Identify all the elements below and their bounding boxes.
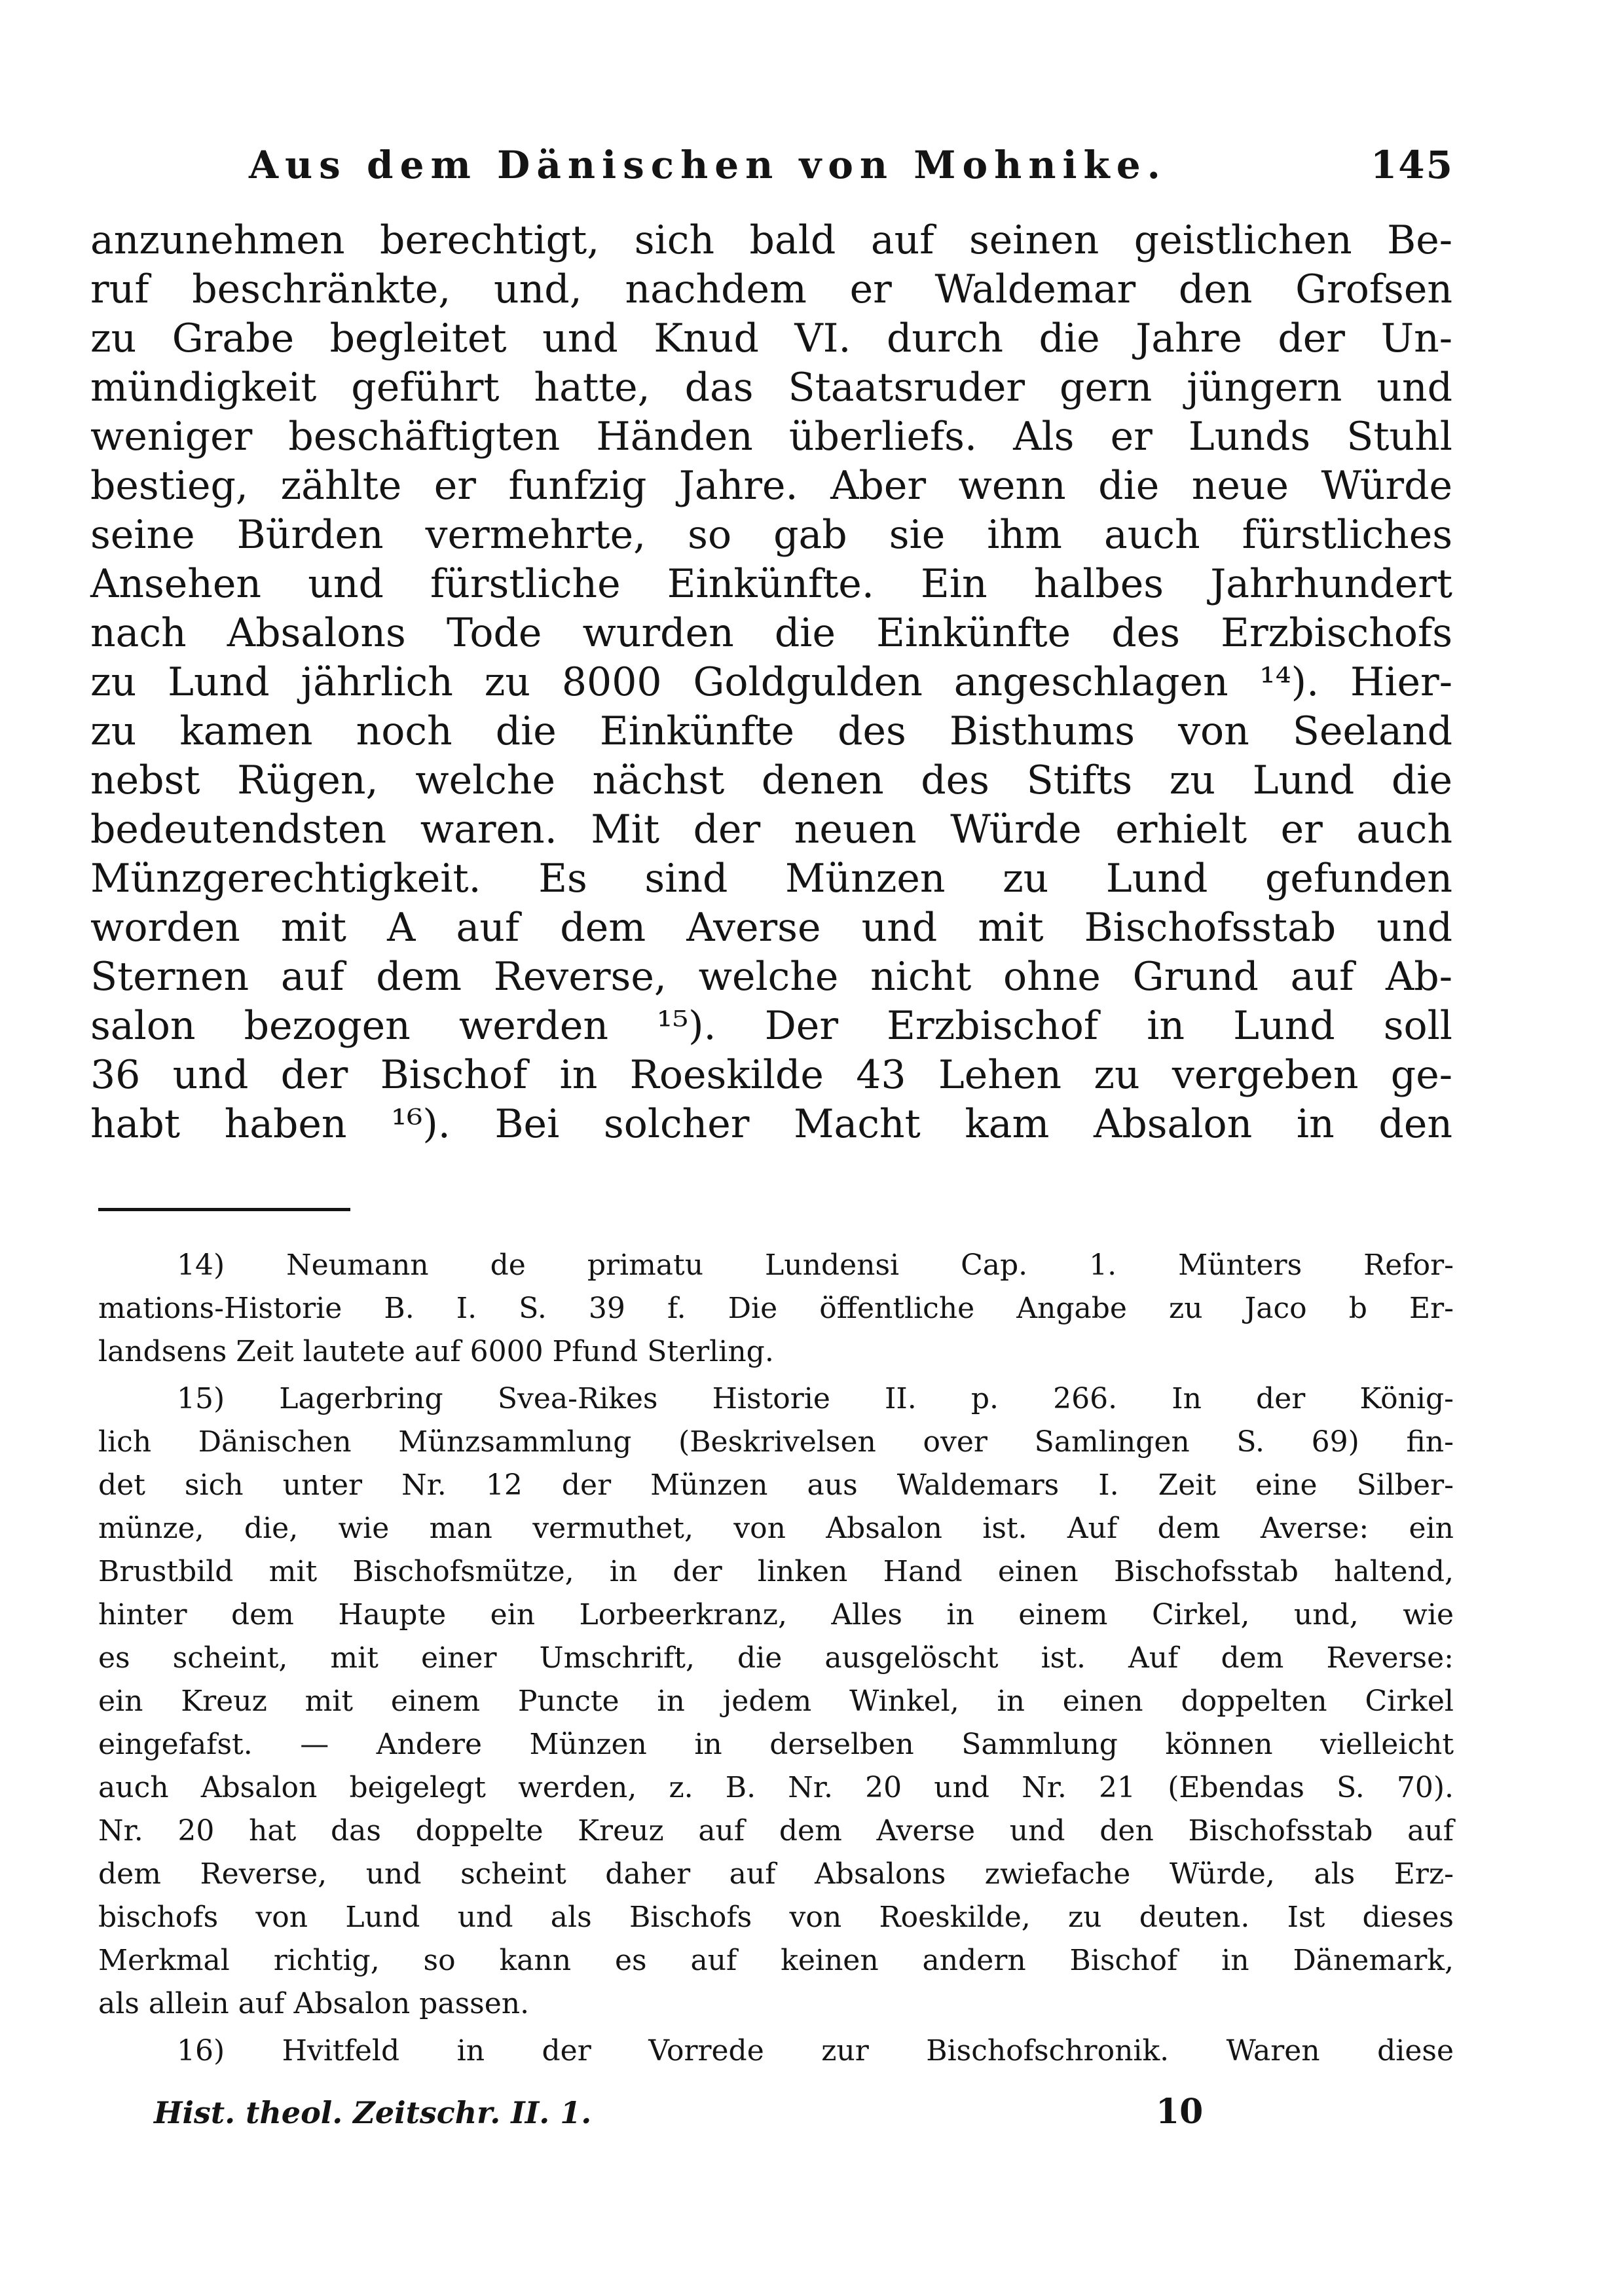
body-line: Sternen auf dem Reverse, welche nicht ohne Grund auf Ab- bbox=[90, 954, 1452, 1000]
body-text bbox=[90, 216, 1452, 1149]
body-line: nebst Rügen, welche nächst denen des Stifts zu Lund die bbox=[90, 757, 1452, 803]
footnote-line: 14) Neumann de primatu Lundensi Cap. 1. Münters Refor- bbox=[177, 1248, 1454, 1282]
footnote-line: bischofs von Lund und als Bischofs von Roeskilde, zu deuten. Ist dieses bbox=[98, 1901, 1454, 1934]
body-line: anzunehmen berechtigt, sich bald auf seinen geistlichen Be- bbox=[90, 217, 1452, 263]
footnote-line: 16) Hvitfeld in der Vorrede zur Bischofschronik. Waren diese bbox=[177, 2034, 1454, 2068]
footnote-line: hinter dem Haupte ein Lorbeerkranz, Alles in einem Cirkel, und, wie bbox=[98, 1598, 1454, 1631]
footnote-rule bbox=[98, 1208, 350, 1211]
footnote-line: Brustbild mit Bischofsmütze, in der linken Hand einen Bischofsstab haltend, bbox=[98, 1555, 1454, 1588]
body-line: mündigkeit geführt hatte, das Staatsruder gern jüngern und bbox=[90, 365, 1452, 410]
footnote-14 bbox=[98, 1244, 1454, 1374]
signature-mark: Hist. theol. Zeitschr. II. 1. bbox=[154, 2095, 592, 2130]
footnote-line: es scheint, mit einer Umschrift, die ausgelöscht ist. Auf dem Reverse: bbox=[98, 1641, 1454, 1675]
body-line: seine Bürden vermehrte, so gab sie ihm auch fürstliches bbox=[90, 512, 1452, 558]
body-line: habt haben ¹⁶). Bei solcher Macht kam Absalon in den bbox=[90, 1101, 1452, 1147]
body-line: 36 und der Bischof in Roeskilde 43 Lehen zu vergeben ge- bbox=[90, 1052, 1452, 1098]
sheet-number: 10 bbox=[1156, 2092, 1204, 2132]
footnote-line: landsens Zeit lautete auf 6000 Pfund Sterling. bbox=[98, 1335, 774, 1368]
body-line: ruf beschränkte, und, nachdem er Waldemar den Grofsen bbox=[90, 266, 1452, 312]
footnote-line: det sich unter Nr. 12 der Münzen aus Waldemars I. Zeit eine Silber- bbox=[98, 1468, 1454, 1502]
body-line: weniger beschäftigten Händen überliefs. Als er Lunds Stuhl bbox=[90, 414, 1452, 460]
running-title: Aus dem Dänischen von Mohnike. bbox=[249, 143, 1167, 187]
page-header bbox=[249, 143, 1454, 187]
footnote-line: lich Dänischen Münzsammlung (Beskrivelsen over Samlingen S. 69) fin- bbox=[98, 1425, 1454, 1459]
footnotes bbox=[98, 1244, 1454, 2073]
footnote-line: 15) Lagerbring Svea-Rikes Historie II. p. 266. In der König- bbox=[177, 1382, 1454, 1415]
body-line: zu kamen noch die Einkünfte des Bisthums von Seeland bbox=[90, 708, 1452, 754]
footnote-line: mations-Historie B. I. S. 39 f. Die öffentliche Angabe zu Jaco b Er- bbox=[98, 1292, 1454, 1325]
body-line: worden mit A auf dem Averse und mit Bischofsstab und bbox=[90, 905, 1452, 951]
footnote-line: Merkmal richtig, so kann es auf keinen andern Bischof in Dänemark, bbox=[98, 1944, 1454, 1977]
footnote-line: münze, die, wie man vermuthet, von Absalon ist. Auf dem Averse: ein bbox=[98, 1512, 1454, 1545]
body-line: bedeutendsten waren. Mit der neuen Würde erhielt er auch bbox=[90, 807, 1452, 852]
footnote-line: auch Absalon beigelegt werden, z. B. Nr. 20 und Nr. 21 (Ebendas S. 70). bbox=[98, 1771, 1454, 1804]
body-line: bestieg, zählte er funfzig Jahre. Aber wenn die neue Würde bbox=[90, 463, 1452, 509]
body-line: salon bezogen werden ¹⁵). Der Erzbischof in Lund soll bbox=[90, 1003, 1452, 1049]
footnote-16 bbox=[98, 2030, 1454, 2073]
body-line: Münzgerechtigkeit. Es sind Münzen zu Lund gefunden bbox=[90, 856, 1452, 902]
footnote-line: ein Kreuz mit einem Puncte in jedem Winkel, in einen doppelten Cirkel bbox=[98, 1685, 1454, 1718]
footnote-line: als allein auf Absalon passen. bbox=[98, 1987, 530, 2020]
footnote-line: Nr. 20 hat das doppelte Kreuz auf dem Averse und den Bischofsstab auf bbox=[98, 1814, 1454, 1848]
footnote-line: dem Reverse, und scheint daher auf Absalons zwiefache Würde, als Erz- bbox=[98, 1857, 1454, 1891]
body-line: zu Lund jährlich zu 8000 Goldgulden angeschlagen ¹⁴). Hier- bbox=[90, 659, 1452, 705]
body-line: Ansehen und fürstliche Einkünfte. Ein halbes Jahrhundert bbox=[90, 561, 1452, 607]
body-line: zu Grabe begleitet und Knud VI. durch die Jahre der Un- bbox=[90, 316, 1452, 361]
page-number: 145 bbox=[1370, 143, 1454, 187]
footnote-15 bbox=[98, 1377, 1454, 2026]
footnote-line: eingefafst. — Andere Münzen in derselben Sammlung können vielleicht bbox=[98, 1728, 1454, 1761]
body-line: nach Absalons Tode wurden die Einkünfte des Erzbischofs bbox=[90, 610, 1452, 656]
